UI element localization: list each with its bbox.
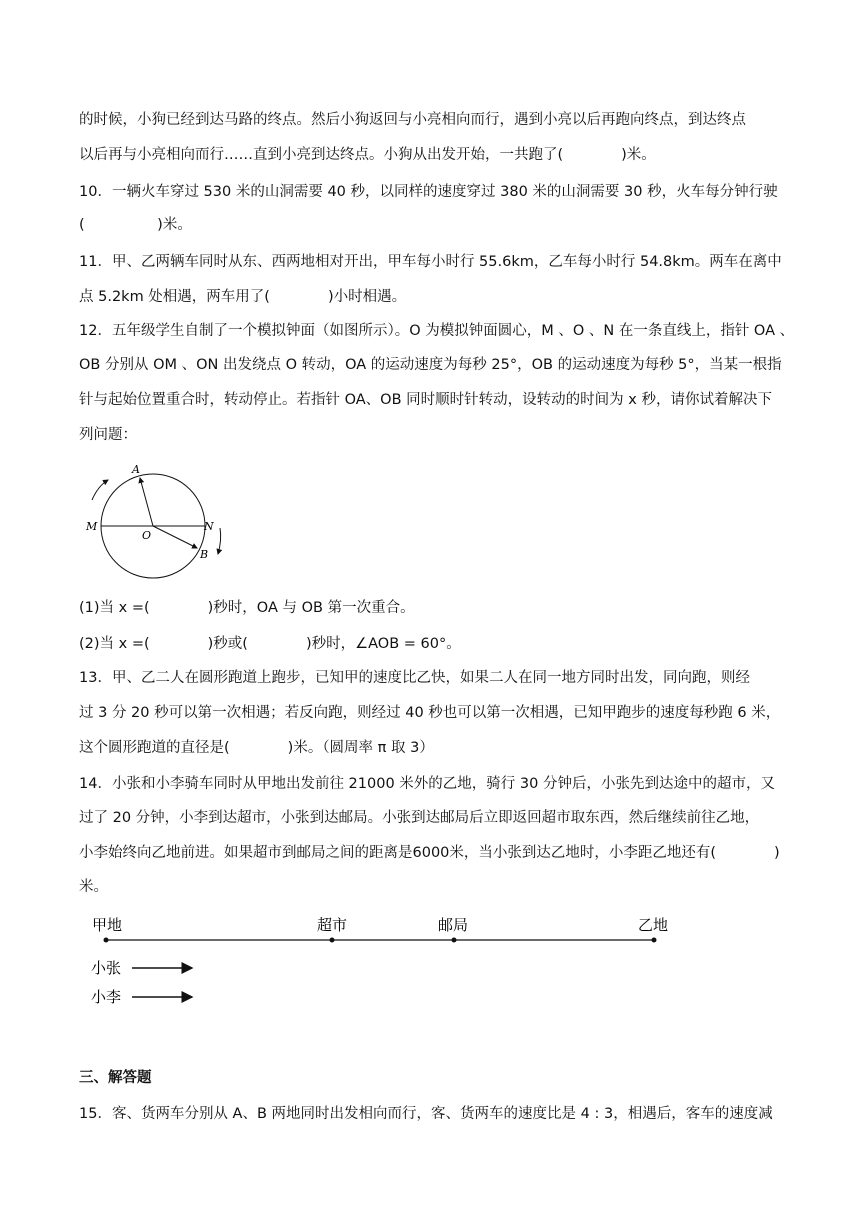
question-11: 11．甲、乙两辆车同时从东、西两地相对开出，甲车每小时行 55.6km，乙车每小时行 54.8km。两车在离中 [79, 254, 782, 270]
question-15: 15．客、货两车分别从 A、B 两地同时出发相向而行，客、货两车的速度比是 4 : 3，相遇后，客车的速度减 [79, 1106, 773, 1122]
text-line: 过 3 分 20 秒可以第一次相遇；若反向跑，则经过 40 秒也可以第一次相遇，已知甲跑步的速度每秒跑 6 米， [79, 705, 781, 721]
place-label: 邮局 [438, 916, 469, 934]
route-diagram [80, 908, 700, 1008]
text-line: 小李始终向乙地前进。如果超市到邮局之间的距离是6000米，当小张到达乙地时，小李距乙地还有( ) [79, 845, 780, 861]
text-line: 的时候，小狗已经到达马路的终点。然后小狗返回与小亮相向而行，遇到小亮以后再跑向终点，到达终点 [79, 112, 746, 128]
question-14: 14．小张和小李骑车同时从甲地出发前往 21000 米外的乙地，骑行 30 分钟后，小张先到达途中的超市，又 [79, 776, 775, 792]
rotation-arrow-icon [218, 528, 221, 554]
label-n: N [204, 520, 214, 533]
label-b: B [200, 548, 209, 561]
sub-question-1: (1)当 x =( )秒时，OA 与 OB 第一次重合。 [79, 600, 415, 616]
text-line: 米。 [79, 879, 108, 895]
point-post-office [452, 938, 457, 943]
hand-oa [140, 478, 153, 526]
rider-label: 小张 [91, 959, 122, 977]
text-line: 以后再与小亮相向而行……直到小亮到达终点。小狗从出发开始，一共跑了( )米。 [79, 147, 656, 163]
text-line: 点 5.2km 处相遇，两车用了( )小时相遇。 [79, 289, 407, 305]
label-o: O [142, 529, 152, 542]
text-line: OB 分别从 OM 、ON 出发绕点 O 转动，OA 的运动速度为每秒 25°，OB 的运动速度为每秒 5°，当某一根指 [79, 357, 782, 373]
text-line: 列问题： [79, 427, 137, 443]
question-12: 12．五年级学生自制了一个模拟钟面（如图所示）。O 为模拟钟面圆心，M 、O 、N 在一条直线上，指针 OA 、 [79, 323, 795, 339]
point-supermarket [330, 938, 335, 943]
text-line: 过了 20 分钟，小李到达超市，小张到达邮局。小张到达邮局后立即返回超市取东西，然后继续前往乙地， [79, 810, 760, 826]
question-10: 10．一辆火车穿过 530 米的山洞需要 40 秒，以同样的速度穿过 380 米的山洞需要 30 秒，火车每分钟行驶 [79, 184, 778, 200]
sub-question-2: (2)当 x =( )秒或( )秒时，∠AOB = 60°。 [79, 636, 461, 652]
rider-label: 小李 [91, 988, 122, 1006]
rotation-arrow-icon [92, 480, 108, 500]
text-line: 针与起始位置重合时，转动停止。若指针 OA、OB 同时顺时针转动，设转动的时间为 x 秒，请你试着解决下 [79, 392, 772, 408]
place-label: 乙地 [638, 916, 669, 934]
question-13: 13．甲、乙二人在圆形跑道上跑步，已知甲的速度比乙快，如果二人在同一地方同时出发，同向跑，则经 [79, 670, 750, 686]
clock-diagram [80, 458, 230, 583]
section-title: 三、解答题 [79, 1070, 152, 1086]
point-end [652, 938, 657, 943]
point-start [104, 938, 109, 943]
place-label: 超市 [317, 916, 348, 934]
place-label: 甲地 [92, 916, 123, 934]
label-m: M [86, 520, 98, 533]
text-line: 这个圆形跑道的直径是( )米。（圆周率 π 取 3） [79, 740, 434, 756]
text-line: ( )米。 [79, 217, 192, 233]
hand-ob [153, 526, 197, 548]
label-a: A [132, 463, 140, 476]
